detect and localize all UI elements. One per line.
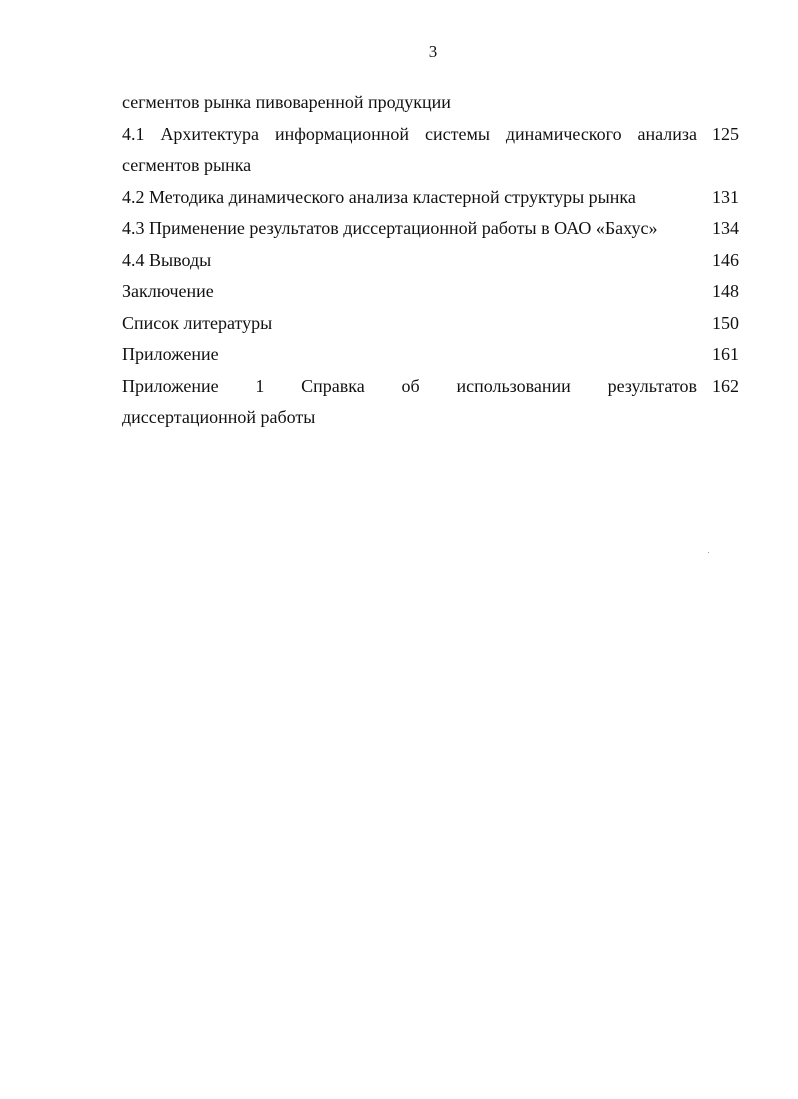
scan-speck xyxy=(708,552,709,553)
toc-entry-bibliography xyxy=(122,308,739,340)
toc-entry-4-1 xyxy=(122,119,739,151)
toc-entry-title: Заключение xyxy=(122,281,214,301)
toc-entry-conclusion xyxy=(122,276,739,308)
toc-entry-4-3 xyxy=(122,213,739,245)
toc-entry-title: Список литературы xyxy=(122,312,273,333)
toc-entry-continuation: диссертационной работы xyxy=(122,407,316,427)
toc-entry-title: Приложение xyxy=(122,344,219,364)
toc-entry-appendix-1 xyxy=(122,371,739,403)
page-number: 3 xyxy=(428,42,438,61)
toc-entry-4-4 xyxy=(122,245,739,277)
toc-entry-page: 148 xyxy=(712,281,739,301)
toc-entry-page: 162 xyxy=(712,375,739,396)
toc-entry-title: 4.3 Применение результатов диссертационной работы в ОАО «Бахус» xyxy=(122,218,658,238)
toc-entry-title: 4.1 Архитектура информационной системы динамического анализа xyxy=(122,123,697,144)
toc-continuation-line: сегментов рынка пивоваренной продукции xyxy=(122,92,451,112)
toc-entry-title: 4.2 Методика динамического анализа кластерной структуры рынка xyxy=(122,186,636,207)
toc-entry-page: 161 xyxy=(712,344,739,364)
toc-entry-page: 134 xyxy=(712,218,739,238)
toc-entry-page: 146 xyxy=(712,249,739,270)
toc-entry-appendix xyxy=(122,339,739,371)
toc-entry-page: 131 xyxy=(712,186,739,207)
toc-entry-page: 150 xyxy=(712,312,739,333)
toc-entry-title: Приложение 1 Справка об использовании результатов xyxy=(122,375,697,396)
toc-entry-4-2 xyxy=(122,182,739,214)
toc-entry-title: 4.4 Выводы xyxy=(122,249,212,270)
table-of-contents xyxy=(122,87,739,434)
toc-entry-page: 125 xyxy=(712,123,739,144)
toc-entry-continuation: сегментов рынка xyxy=(122,155,252,175)
